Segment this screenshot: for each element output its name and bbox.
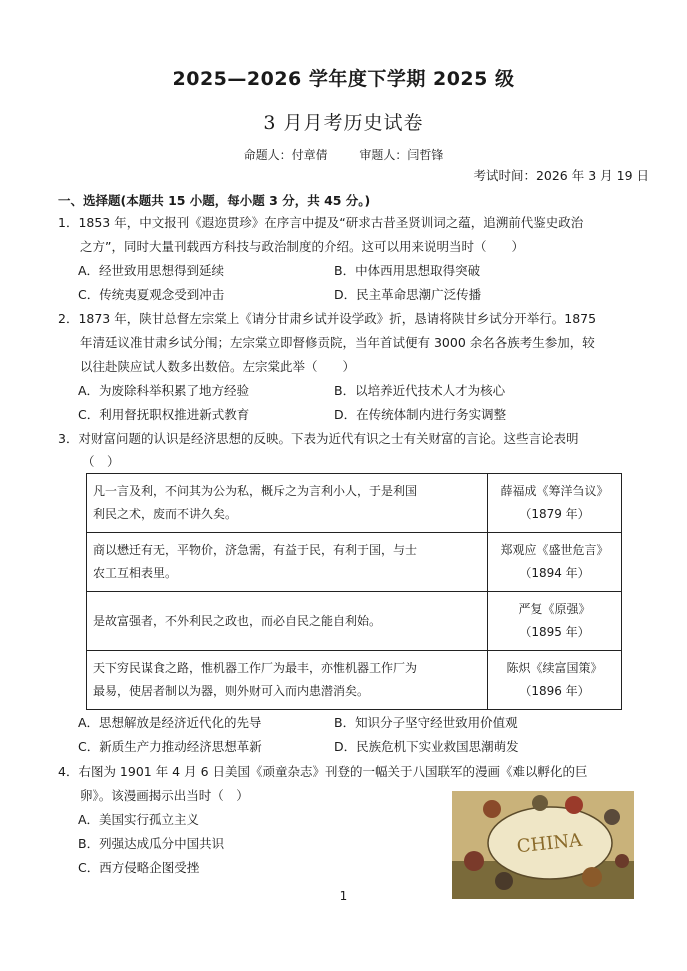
question-4-line1: 4．右图为 1901 年 4 月 6 日美国《顽童杂志》刊登的一幅关于八国联军的漫画《难以孵化的巨 — [58, 764, 588, 779]
question-2-line2: 年清廷议准甘肃乡试分闱；左宗棠立即督修贡院，当年首试便有 3000 余名各族考生参加，较 — [80, 335, 595, 350]
question-2-line1: 2．1873 年，陕甘总督左宗棠上《请分甘肃乡试并设学政》折，恳请将陕甘乡试分开举行。1875 — [58, 311, 597, 326]
rooster-figure — [582, 867, 602, 887]
cartoon-illustration — [452, 791, 634, 899]
exam-title-line1: 2025—2026 学年度下学期 2025 级 — [172, 68, 515, 90]
rooster-figure — [464, 851, 484, 871]
question-2-option-c: C．利用督抚职权推进新式教育 — [78, 407, 250, 422]
rooster-figure — [532, 795, 548, 811]
source-title: 陈炽《续富国策》 — [506, 661, 603, 675]
table-cell-quote — [87, 474, 488, 533]
quote-text-line: 农工互相表里。 — [93, 566, 178, 580]
table-cell-quote — [87, 533, 488, 592]
question-3-option-d: D．民族危机下实业救国思潮萌发 — [334, 739, 519, 754]
question-4-option-c: C．西方侵略企图受挫 — [78, 860, 200, 875]
question-4-line2: 卵》。该漫画揭示出当时（ ） — [80, 788, 249, 803]
exam-title-line2: 3 月月考历史试卷 — [263, 112, 424, 134]
source-title: 薛福成《筹洋刍议》 — [500, 484, 609, 498]
question-2-option-d: D．在传统体制内进行务实调整 — [334, 407, 507, 422]
question-3-option-c: C．新质生产力推动经济思想革新 — [78, 739, 262, 754]
page-number: 1 — [339, 889, 348, 903]
question-3-option-b: B．知识分子坚守经世致用价值观 — [334, 715, 518, 730]
quote-text-line: 天下穷民谋食之路，惟机器工作厂为最丰，亦惟机器工作厂为 — [93, 661, 418, 675]
quote-text-line: 商以懋迁有无，平物价，济急需，有益于民，有利于国，与士 — [93, 543, 418, 557]
question-1-option-b: B．中体西用思想取得突破 — [334, 263, 481, 278]
quote-text-line: 利民之术，废而不讲久矣。 — [93, 507, 238, 521]
question-2-line3: 以往赴陕应试人数多出数倍。左宗棠此举（ ） — [80, 359, 356, 374]
rooster-figure — [615, 854, 629, 868]
table-row — [87, 592, 622, 651]
table-cell-source — [488, 474, 622, 533]
table-cell-source — [488, 592, 622, 651]
question-3-line2: （ ） — [82, 454, 120, 469]
setter-name: 命题人：付章倩 — [243, 148, 328, 162]
quote-text-line: 凡一言及利，不问其为公为私，概斥之为言利小人，于是利国 — [93, 484, 418, 498]
source-year: （1879 年） — [519, 507, 590, 521]
author-line — [0, 146, 687, 163]
exam-time: 考试时间：2026 年 3 月 19 日 — [473, 168, 649, 183]
question-4-option-a: A．美国实行孤立主义 — [78, 812, 200, 827]
source-year: （1894 年） — [519, 566, 590, 580]
source-year: （1895 年） — [519, 625, 590, 639]
question-1-option-c: C．传统夷夏观念受到冲击 — [78, 287, 225, 302]
question-3-line1: 3．对财富问题的认识是经济思想的反映。下表为近代有识之士有关财富的言论。这些言论表明 — [58, 431, 579, 446]
egg-label: CHINA — [515, 829, 584, 858]
question-1-line1: 1．1853 年，中文报刊《遐迩贯珍》在序言中提及“研求古昔圣贤训词之蕴，追溯前代鉴史政治 — [58, 215, 584, 230]
table-row — [87, 651, 622, 710]
table-cell-source — [488, 651, 622, 710]
quote-text-line: 最易，使居者制以为器，则外财可入而内患潜消矣。 — [93, 684, 370, 698]
question-2-option-b: B．以培养近代技术人才为核心 — [334, 383, 506, 398]
question-1-option-a: A．经世致用思想得到延续 — [78, 263, 225, 278]
rooster-figure — [483, 800, 501, 818]
table-row — [87, 533, 622, 592]
reviewer-name: 审题人：闫哲锋 — [359, 148, 444, 162]
question-2-option-a: A．为废除科举积累了地方经验 — [78, 383, 250, 398]
rooster-figure — [495, 872, 513, 890]
quote-text-line: 是故富强者，不外利民之政也，而必自民之能自利始。 — [93, 613, 382, 628]
question-3-option-a: A．思想解放是经济近代化的先导 — [78, 715, 262, 730]
quotes-table — [86, 473, 622, 710]
section-heading: 一、选择题(本题共 15 小题，每小题 3 分，共 45 分。) — [58, 193, 371, 208]
source-title: 郑观应《盛世危言》 — [500, 543, 609, 557]
table-cell-quote — [87, 592, 488, 651]
table-cell-source — [488, 533, 622, 592]
question-1-line2: 之方”，同时大量刊载西方科技与政治制度的介绍。这可以用来说明当时（ ） — [80, 239, 524, 254]
table-cell-quote — [87, 651, 488, 710]
table-row — [87, 474, 622, 533]
question-4-option-b: B．列强达成瓜分中国共识 — [78, 836, 225, 851]
question-1-option-d: D．民主革命思潮广泛传播 — [334, 287, 482, 302]
source-title: 严复《原强》 — [518, 602, 591, 616]
rooster-figure — [604, 809, 620, 825]
source-year: （1896 年） — [519, 684, 590, 698]
rooster-figure — [565, 796, 583, 814]
